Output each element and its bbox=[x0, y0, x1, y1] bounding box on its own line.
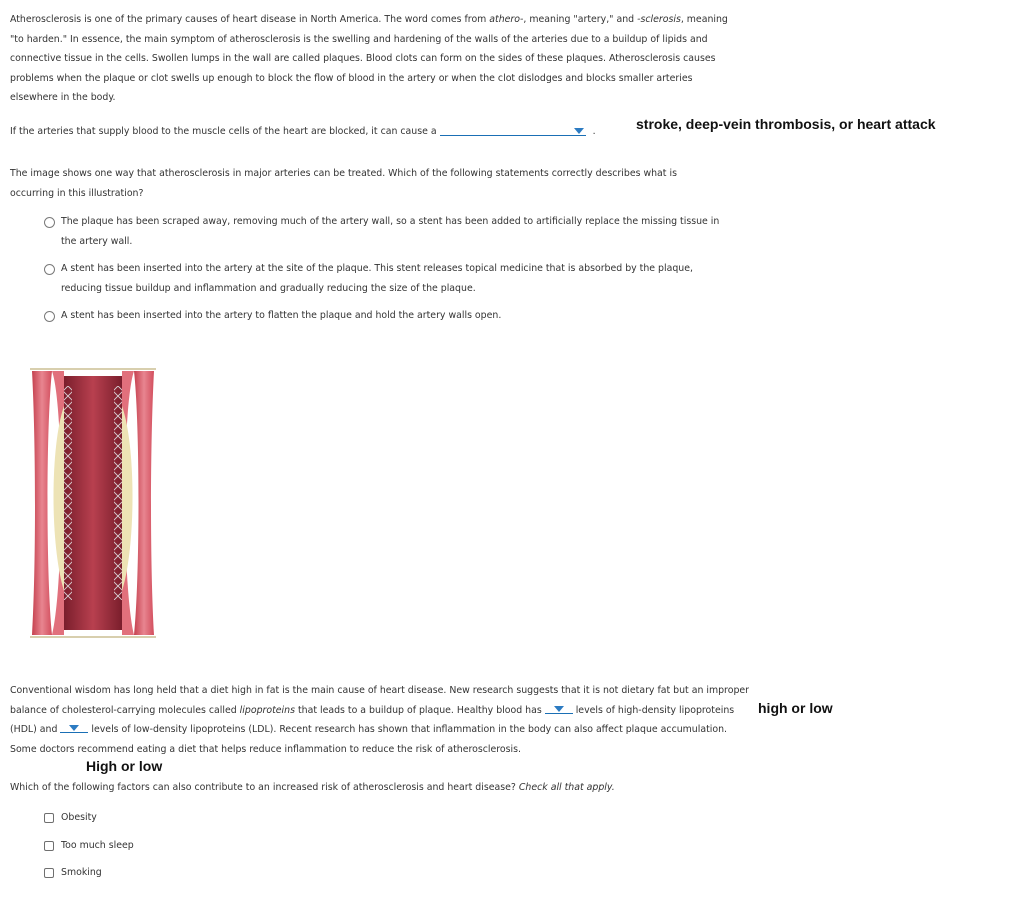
question-2-option-2[interactable] bbox=[44, 259, 734, 299]
hdl-level-dropdown[interactable] bbox=[545, 702, 573, 714]
checkbox-option-obesity[interactable] bbox=[44, 808, 97, 828]
artery-wall-right bbox=[134, 371, 154, 635]
chevron-down-icon bbox=[574, 128, 584, 134]
question-2-option-3[interactable] bbox=[44, 306, 734, 326]
plaque-right bbox=[122, 406, 133, 591]
artery-stent-svg bbox=[28, 366, 158, 640]
lipoproteins-term: lipoproteins bbox=[239, 704, 295, 716]
checkbox-option-smoking[interactable] bbox=[44, 863, 102, 883]
question-1-dropdown[interactable] bbox=[440, 123, 586, 136]
sclerosis-term: -sclerosis bbox=[637, 14, 681, 25]
question-1: If the arteries that supply blood to the muscle cells of the heart are blocked, it can cause a . bbox=[10, 122, 630, 141]
lipoprotein-paragraph: Conventional wisdom has long held that a diet high in fat is the main cause of heart disease. New research suggests that it is not dietary fat but an improper balance of cholesterol-carrying molecules called lipoproteins that leads to a buildup of plaque. Healthy blood has levels of high-density lipoproteins (HDL) and levels of low-density lipoproteins (LDL). Recent research has shown that inflammation in the body can also affect plaque accumulation. Some doctors recommend eating a diet that helps reduce inflammation to reduce the risk of atherosclerosis. bbox=[10, 685, 750, 755]
radio-button[interactable] bbox=[44, 311, 55, 322]
checkbox[interactable] bbox=[44, 841, 54, 851]
artery-lumen bbox=[64, 376, 122, 630]
checkbox-label: Smoking bbox=[61, 867, 102, 878]
option-label: A stent has been inserted into the artery at the site of the plaque. This stent releases topical medicine that is absorbed by the plaque, reducing tissue buildup and inflammation and gradually reducing the size of the plaque. bbox=[61, 263, 693, 294]
question-3-instruction: Check all that apply. bbox=[518, 782, 615, 793]
question-3-text: Which of the following factors can also contribute to an increased risk of atherosclerosis and heart disease? bbox=[10, 782, 519, 793]
checkbox[interactable] bbox=[44, 813, 54, 823]
question-1-text: If the arteries that supply blood to the muscle cells of the heart are blocked, it can cause a bbox=[10, 126, 437, 137]
intro-paragraph: Atherosclerosis is one of the primary causes of heart disease in North America. The word comes from athero-, meaning "artery," and -sclerosis, meaning "to harden." In essence, the main symptom of atherosclerosis is the swelling and hardening of the walls of the arteries due to a buildup of lipids and connective tissue in the cells. Swollen lumps in the wall are called plaques. Blood clots can form on the sides of these plaques. Atherosclerosis causes problems when the plaque or clot swells up enough to block the flow of blood in the artery or when the clot dislodges and blocks smaller arteries elsewhere in the body. bbox=[10, 14, 728, 103]
checkbox-label: Too much sleep bbox=[61, 840, 134, 851]
artery-wall-left bbox=[32, 371, 52, 635]
ldl-level-dropdown[interactable] bbox=[60, 721, 88, 733]
radio-button[interactable] bbox=[44, 264, 55, 275]
checkbox[interactable] bbox=[44, 868, 54, 878]
athero-term: athero- bbox=[489, 14, 524, 25]
checkbox-option-too-much-sleep[interactable] bbox=[44, 836, 134, 856]
dropdown-options-note-right: high or low bbox=[758, 700, 833, 716]
stent-illustration bbox=[28, 366, 158, 640]
question-2-option-1[interactable] bbox=[44, 212, 734, 252]
chevron-down-icon bbox=[554, 706, 564, 712]
question-2-text: The image shows one way that atherosclerosis in major arteries can be treated. Which of the following statements correctly describes what is occurring in this illustration? bbox=[10, 168, 677, 199]
question-1-answer-options-note: stroke, deep-vein thrombosis, or heart attack bbox=[636, 116, 936, 132]
plaque-left bbox=[54, 406, 65, 591]
stent-mesh-left bbox=[64, 386, 72, 600]
dropdown-options-note-below: High or low bbox=[86, 758, 163, 774]
option-label: The plaque has been scraped away, removing much of the artery wall, so a stent has been added to artificially replace the missing tissue in the artery wall. bbox=[61, 216, 720, 247]
radio-button[interactable] bbox=[44, 217, 55, 228]
stent-mesh-right bbox=[114, 386, 122, 600]
question-3 bbox=[10, 778, 710, 797]
option-label: A stent has been inserted into the artery to flatten the plaque and hold the artery walls open. bbox=[61, 310, 502, 321]
checkbox-label: Obesity bbox=[61, 812, 97, 823]
chevron-down-icon bbox=[69, 725, 79, 731]
